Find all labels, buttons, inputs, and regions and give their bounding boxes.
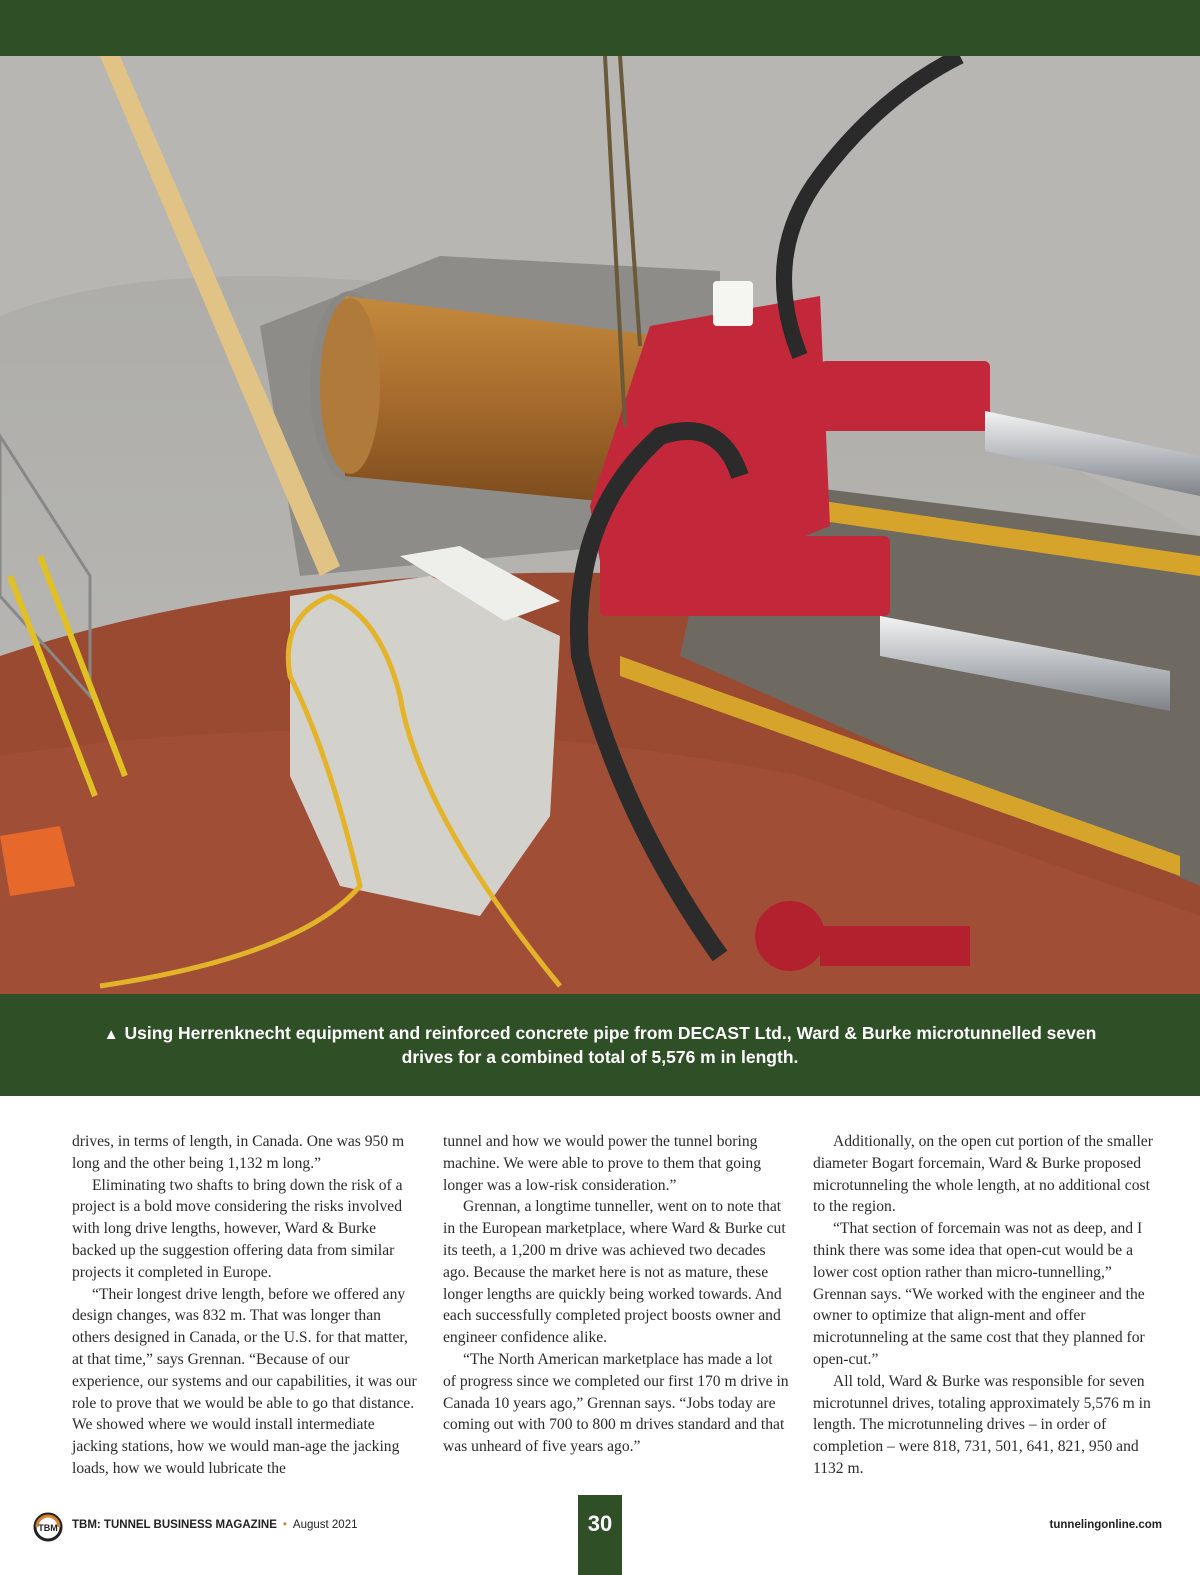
paragraph: tunnel and how we would power the tunnel boring machine. We were able to prove to them that going longer was a low-risk consideration.” (443, 1133, 762, 1194)
logo-text: TBM (38, 1523, 58, 1533)
website-url: tunnelingonline.com (1049, 1519, 1162, 1531)
article-column-2 (443, 1131, 789, 1458)
tunnel-shaft-photo (0, 56, 1200, 994)
top-banner (0, 0, 1200, 56)
paragraph: “The North American marketplace has made a lot of progress since we completed our first 170 m drive in Canada 10 years ago,” Grennan says. “Jobs today are coming out with 700 to 800 m drives standard and that was unheard of five years ago.” (443, 1350, 789, 1456)
photo-caption (90, 1022, 1110, 1069)
page-number: 30 (578, 1495, 622, 1575)
tbm-logo-icon (33, 1512, 63, 1542)
paragraph: All told, Ward & Burke was responsible for seven microtunnel drives, totaling approximately 5,576 m in length. The microtunneling drives – in order of completion – were 818, 731, 501, 641, 821, 950 and 1132 m. (813, 1372, 1151, 1477)
article-column-3 (813, 1131, 1159, 1480)
paragraph: Additionally, on the open cut portion of the smaller diameter Bogart forcemain, Ward & Burke proposed microtunneling the whole length, at no additional cost to the region. (813, 1133, 1153, 1216)
separator-dot: • (282, 1519, 287, 1531)
paragraph: “Their longest drive length, before we offered any design changes, was 832 m. That was longer than others designed in Canada, or the U.S. for that matter, at that time,” says Grennan. “Because of our experience, our systems and our capabilities, it was our role to prove that we would be able to go that distance. We showed where we would install intermediate jacking stations, how we would man-age the jacking loads, how we would lubricate the (72, 1285, 417, 1477)
caption-band (0, 994, 1200, 1096)
page-footer (0, 1495, 1200, 1575)
article-body (0, 1131, 1200, 1481)
triangle-marker-icon: ▲ (103, 1025, 119, 1043)
paragraph: drives, in terms of length, in Canada. One was 950 m long and the other being 1,132 m long.” (72, 1133, 405, 1172)
issue-date: August 2021 (292, 1519, 358, 1531)
article-column-1 (72, 1131, 418, 1480)
paragraph: Grennan, a longtime tunneller, went on to note that in the European marketplace, where Ward & Burke cut its teeth, a 1,200 m drive was achieved two decades ago. Because the market here is not as mature, these longer lengths are quickly being worked towards. And each successfully completed project boosts owner and engineer confidence alike. (443, 1198, 786, 1347)
paragraph: Eliminating two shafts to bring down the risk of a project is a bold move considering the risks involved with long drive lengths, however, Ward & Burke backed up the suggestion offering data from similar projects it completed in Europe. (72, 1176, 403, 1281)
publication-name: TBM: TUNNEL BUSINESS MAGAZINE (72, 1519, 277, 1531)
caption-text: Using Herrenknecht equipment and reinforced concrete pipe from DECAST Ltd., Ward & Burke microtunnelled seven drives for a combined total of 5,576 m in length. (124, 1022, 1097, 1067)
publication-line (72, 1519, 358, 1531)
paragraph: “That section of forcemain was not as deep, and I think there was some idea that open-cut would be a lower cost option rather than micro-tunnelling,” Grennan says. “We worked with the engineer and the owner to optimize that align-ment and offer microtunneling at the same cost that they planned for open-cut.” (813, 1220, 1145, 1368)
